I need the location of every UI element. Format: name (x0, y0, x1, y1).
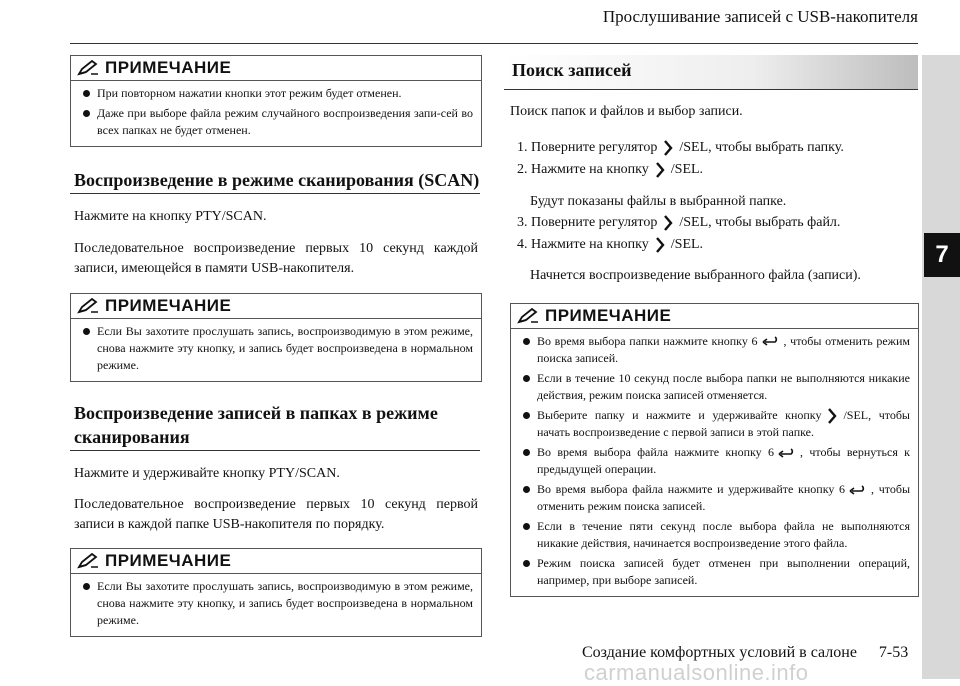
pen-icon (77, 553, 99, 569)
section-rule (70, 193, 480, 194)
folder-scan-description: Последовательное воспроизведение первых 10 секунд первой записи в каждой папке USB-накопителя по порядку. (74, 497, 478, 532)
note-header (71, 294, 481, 319)
step-2-text-a: 2. Нажмите на кнопку (517, 162, 649, 177)
step-4-result: Начнется воспроизведение выбранного файла (записи). (530, 268, 861, 283)
dial-knob-icon (655, 237, 665, 253)
note-label: ПРИМЕЧАНИЕ (105, 58, 232, 77)
note-header (71, 56, 481, 81)
note-item: Если Вы захотите прослушать запись, воспроизводимую в этом режиме, снова нажмите эту кнопку, и запись будет воспроизведена в нормальном режиме. (81, 323, 473, 374)
return-arrow-icon (778, 448, 796, 460)
header-rule (70, 43, 918, 44)
note-item: При повторном нажатии кнопки этот режим будет отменен. (81, 85, 473, 102)
note-label: ПРИМЕЧАНИЕ (105, 551, 232, 570)
step-1 (517, 138, 844, 158)
step-4-text-b: /SEL. (670, 237, 704, 252)
step-4-text-a: 4. Нажмите на кнопку (517, 237, 649, 252)
section-title-scan: Воспроизведение в режиме сканирования (SCAN) (74, 170, 480, 190)
note-item (521, 333, 910, 367)
note-header (511, 304, 918, 329)
step-2-text-b: /SEL. (670, 162, 704, 177)
note-box-random (70, 55, 482, 147)
section-rule (70, 450, 480, 451)
chapter-side-tab (922, 55, 960, 679)
return-arrow-icon (849, 485, 867, 497)
page-header-title: Прослушивание записей с USB-накопителя (602, 7, 918, 26)
pen-icon (77, 60, 99, 76)
note-item: Если в течение пяти секунд после выбора файла не выполняются никакие действия, начинается воспроизведение этого файла. (521, 518, 910, 552)
step-1-text-a: 1. Поверните регулятор (517, 140, 658, 155)
search-intro: Поиск папок и файлов и выбор записи. (510, 104, 743, 119)
note-item-text-a: Во время выбора файла нажмите и удерживайте кнопку 6 (537, 482, 846, 497)
section-title-bar-search (504, 55, 918, 90)
note-header (71, 549, 481, 574)
footer-section: Создание комфортных условий в салоне (582, 644, 857, 661)
dial-knob-icon (827, 408, 837, 424)
note-item (521, 481, 910, 515)
scan-description: Последовательное воспроизведение первых 10 секунд каждой записи, имеющейся в памяти USB-накопителя. (74, 241, 478, 276)
dial-knob-icon (663, 215, 673, 231)
note-item: Даже при выборе файла режим случайного воспроизведения запи-сей во всех папках не будет отменен. (81, 105, 473, 139)
step-2 (517, 160, 703, 180)
step-3-text-a: 3. Поверните регулятор (517, 215, 658, 230)
folder-scan-instruction: Нажмите и удерживайте кнопку PTY/SCAN. (74, 466, 340, 481)
step-3 (517, 213, 840, 233)
note-item: Режим поиска записей будет отменен при выполнении операций, например, при выборе записей. (521, 555, 910, 589)
note-box-search (510, 303, 919, 597)
note-item-text-a: Во время выбора папки нажмите кнопку 6 (537, 334, 758, 348)
note-box-folder-scan (70, 548, 482, 637)
note-label: ПРИМЕЧАНИЕ (545, 306, 672, 325)
step-3-text-b: /SEL, чтобы выбрать файл. (679, 215, 841, 230)
note-item: Если Вы захотите прослушать запись, воспроизводимую в этом режиме, снова нажмите эту кнопку, и запись будет воспроизведена в нормальном режиме. (81, 578, 473, 629)
note-item-text-b: , чтобы вернуться к предыдущей операции. (537, 445, 910, 477)
scan-instruction: Нажмите на кнопку PTY/SCAN. (74, 209, 267, 224)
step-2-result: Будут показаны файлы в выбранной папке. (530, 194, 787, 209)
note-item-text-b: , чтобы отменить режим поиска записей. (537, 482, 911, 514)
note-item (521, 407, 910, 441)
section-title-search: Поиск записей (512, 60, 632, 80)
note-item (521, 444, 910, 478)
note-box-scan (70, 293, 482, 382)
pen-icon (77, 298, 99, 314)
page-number: 7-53 (878, 644, 909, 661)
note-item-text-a: Выберите папку и нажмите и удерживайте кнопку (537, 408, 822, 422)
dial-knob-icon (655, 162, 665, 178)
step-1-text-b: /SEL, чтобы выбрать папку. (679, 140, 844, 155)
note-item-text-b: /SEL, чтобы начать воспроизведение с первой записи в этой папке. (537, 408, 910, 440)
section-title-folder-scan: Воспроизведение записей в папках в режиме сканирования (74, 403, 438, 447)
note-item-text-b: , чтобы отменить режим поиска записей. (537, 334, 910, 365)
pen-icon (517, 308, 539, 324)
dial-knob-icon (663, 140, 673, 156)
note-item-text-a: Во время выбора файла нажмите кнопку 6 (537, 445, 774, 460)
step-4 (517, 235, 703, 255)
chapter-number: 7 (924, 233, 960, 277)
watermark: carmanualsonline.info (584, 660, 809, 685)
note-item: Если в течение 10 секунд после выбора папки не выполняются никакие действия, режим поиска записей отменяется. (521, 370, 910, 404)
note-label: ПРИМЕЧАНИЕ (105, 296, 232, 315)
return-arrow-icon (762, 336, 780, 348)
